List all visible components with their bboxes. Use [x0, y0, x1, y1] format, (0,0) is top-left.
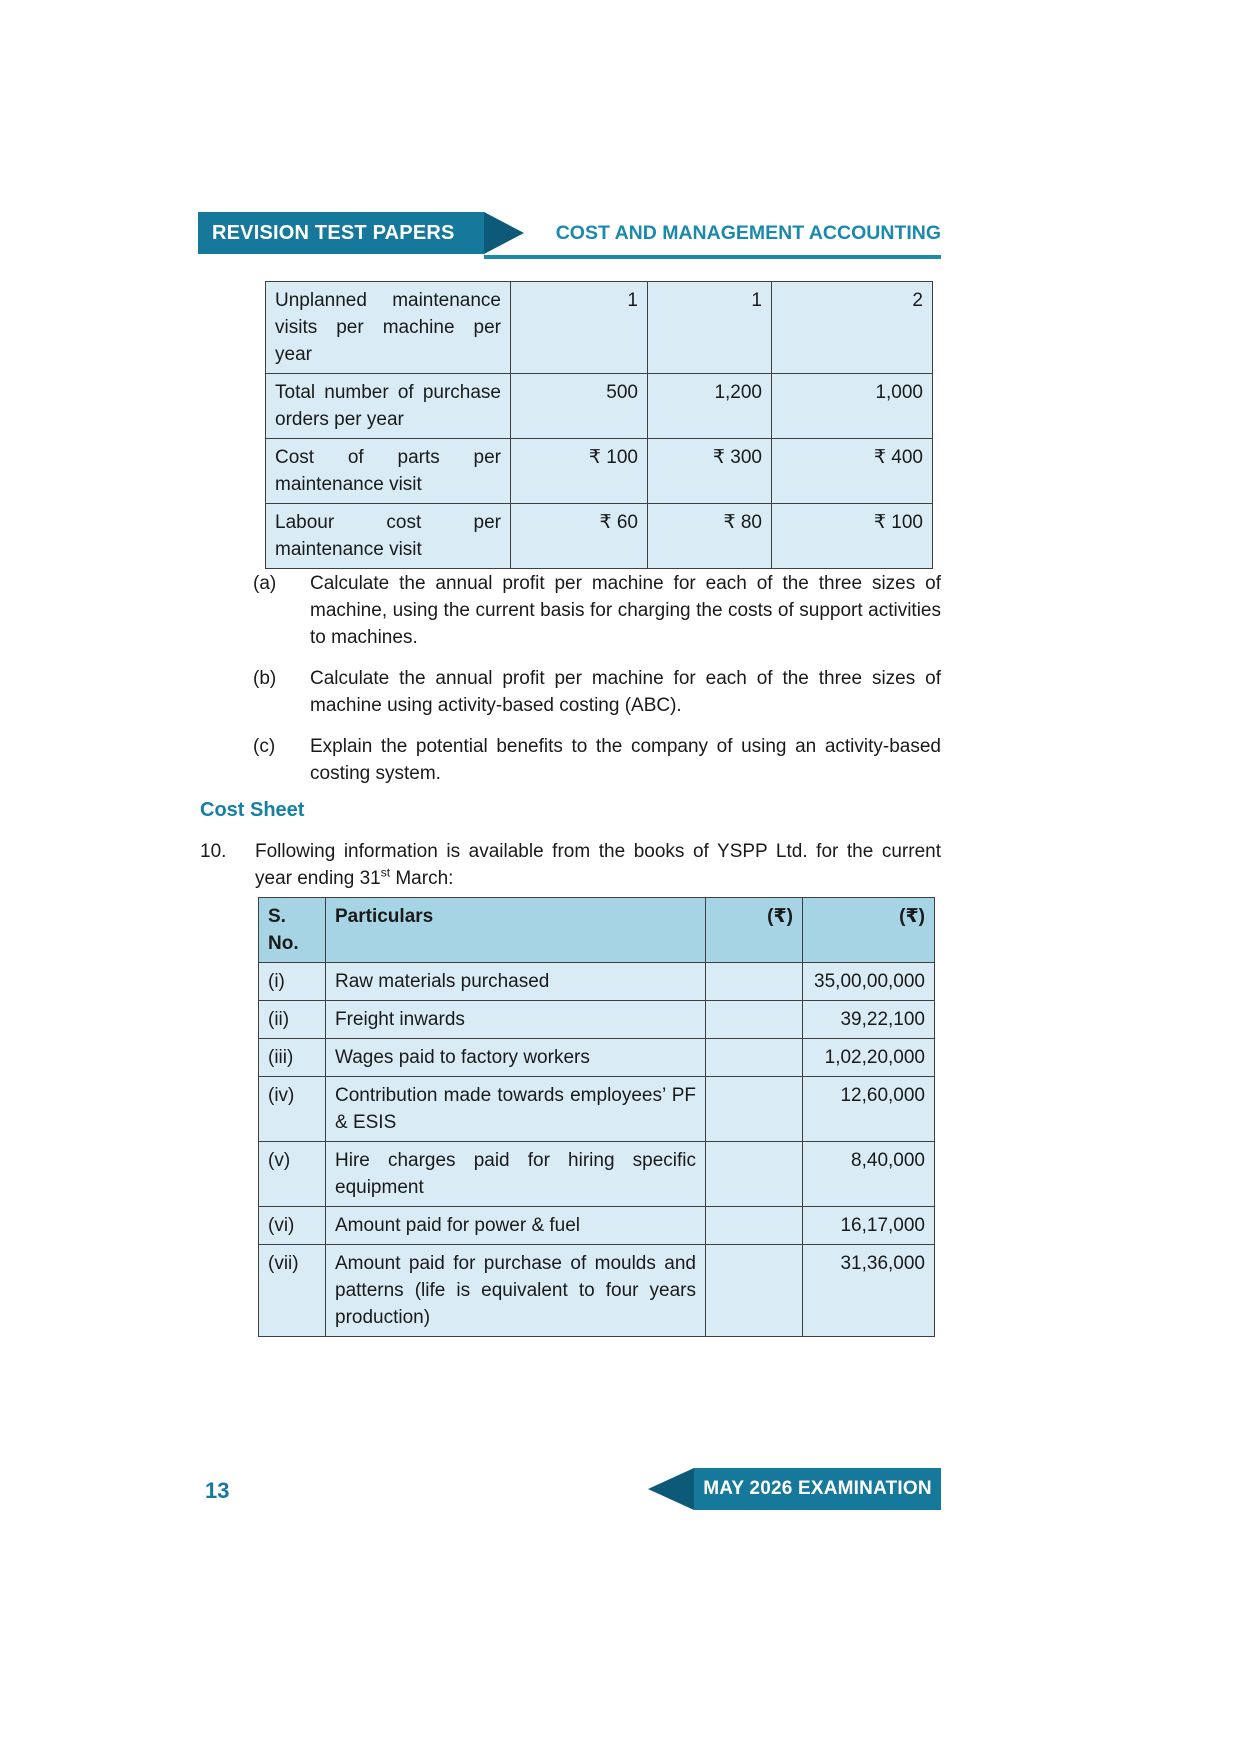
row-label-cell: Cost of parts per maintenance visit [266, 439, 511, 504]
particulars-cell: Contribution made towards employees’ PF & ESIS [326, 1077, 706, 1142]
amount-cell [706, 1077, 803, 1142]
particulars-cell: Hire charges paid for hiring specific equipment [326, 1142, 706, 1207]
item-letter: (a) [253, 573, 277, 594]
amount-cell [706, 1245, 803, 1337]
question-parts-list [253, 570, 941, 801]
value-cell: 1 [648, 282, 772, 374]
table-row [259, 1077, 935, 1142]
amount-cell: 8,40,000 [803, 1142, 935, 1207]
cost-sheet-table-grid [258, 897, 935, 1337]
value-cell: ₹ 60 [511, 504, 648, 569]
table-row [259, 963, 935, 1001]
cost-sheet-table [258, 897, 934, 1337]
table-row [259, 1039, 935, 1077]
amount-cell [706, 1001, 803, 1039]
maintenance-table-grid [265, 281, 933, 569]
item-text: Calculate the annual profit per machine for each of the three sizes of machine using activity-based costing (ABC). [310, 668, 941, 716]
amount-cell: 16,17,000 [803, 1207, 935, 1245]
header-rule [484, 255, 941, 259]
item-letter: (b) [253, 668, 277, 689]
value-cell: 1,000 [772, 374, 933, 439]
list-item [253, 570, 941, 651]
value-cell: ₹ 400 [772, 439, 933, 504]
section-heading: Cost Sheet [200, 799, 305, 821]
question-intro [255, 838, 941, 892]
sno-cell: (ii) [259, 1001, 326, 1039]
amount-cell [706, 963, 803, 1001]
table-row [266, 504, 933, 569]
column-header-rupee-1: (₹) [706, 898, 803, 963]
amount-cell: 12,60,000 [803, 1077, 935, 1142]
footer-arrow-left-icon [648, 1468, 694, 1510]
value-cell: 1,200 [648, 374, 772, 439]
table-row [259, 1245, 935, 1337]
table-row [266, 374, 933, 439]
table-row [259, 1207, 935, 1245]
sno-cell: (i) [259, 963, 326, 1001]
intro-text-part2: March: [390, 868, 454, 889]
table-row [266, 282, 933, 374]
sno-cell: (iv) [259, 1077, 326, 1142]
ordinal-superscript: st [380, 865, 391, 880]
value-cell: 2 [772, 282, 933, 374]
maintenance-table [265, 281, 932, 569]
column-header-rupee-2: (₹) [803, 898, 935, 963]
amount-cell: 31,36,000 [803, 1245, 935, 1337]
particulars-cell: Freight inwards [326, 1001, 706, 1039]
list-item [253, 665, 941, 719]
row-label-cell: Total number of purchase orders per year [266, 374, 511, 439]
amount-cell [706, 1207, 803, 1245]
item-text: Calculate the annual profit per machine for each of the three sizes of machine, using the current basis for charging the costs of support activities to machines. [310, 573, 941, 648]
amount-cell: 35,00,00,000 [803, 963, 935, 1001]
list-item [253, 733, 941, 787]
sno-cell: (vi) [259, 1207, 326, 1245]
particulars-cell: Amount paid for purchase of moulds and patterns (life is equivalent to four years production) [326, 1245, 706, 1337]
value-cell: ₹ 100 [772, 504, 933, 569]
column-header-particulars: Particulars [326, 898, 706, 963]
value-cell: 500 [511, 374, 648, 439]
particulars-cell: Wages paid to factory workers [326, 1039, 706, 1077]
table-row [266, 439, 933, 504]
subject-title: COST AND MANAGEMENT ACCOUNTING [555, 222, 941, 244]
value-cell: ₹ 80 [648, 504, 772, 569]
table-row [259, 1001, 935, 1039]
amount-cell: 39,22,100 [803, 1001, 935, 1039]
page-number: 13 [205, 1478, 230, 1503]
sno-cell: (vii) [259, 1245, 326, 1337]
value-cell: ₹ 300 [648, 439, 772, 504]
row-label-cell: Labour cost per maintenance visit [266, 504, 511, 569]
banner-arrow-right-icon [484, 212, 524, 254]
value-cell: ₹ 100 [511, 439, 648, 504]
intro-text-part1: Following information is available from the books of YSPP Ltd. for the current year ending 31 [255, 841, 941, 889]
row-label-cell: Unplanned maintenance visits per machine per year [266, 282, 511, 374]
amount-cell [706, 1142, 803, 1207]
particulars-cell: Raw materials purchased [326, 963, 706, 1001]
table-row [259, 1142, 935, 1207]
value-cell: 1 [511, 282, 648, 374]
footer-banner: MAY 2026 EXAMINATION [694, 1468, 941, 1510]
amount-cell [706, 1039, 803, 1077]
question-10 [200, 838, 941, 892]
table-header-row [259, 898, 935, 963]
particulars-cell: Amount paid for power & fuel [326, 1207, 706, 1245]
sno-cell: (v) [259, 1142, 326, 1207]
item-text: Explain the potential benefits to the company of using an activity-based costing system. [310, 736, 941, 784]
question-number: 10. [200, 841, 227, 862]
sno-cell: (iii) [259, 1039, 326, 1077]
header-banner: REVISION TEST PAPERS [198, 212, 484, 254]
amount-cell: 1,02,20,000 [803, 1039, 935, 1077]
column-header-sno: S. No. [259, 898, 326, 963]
item-letter: (c) [253, 736, 276, 757]
